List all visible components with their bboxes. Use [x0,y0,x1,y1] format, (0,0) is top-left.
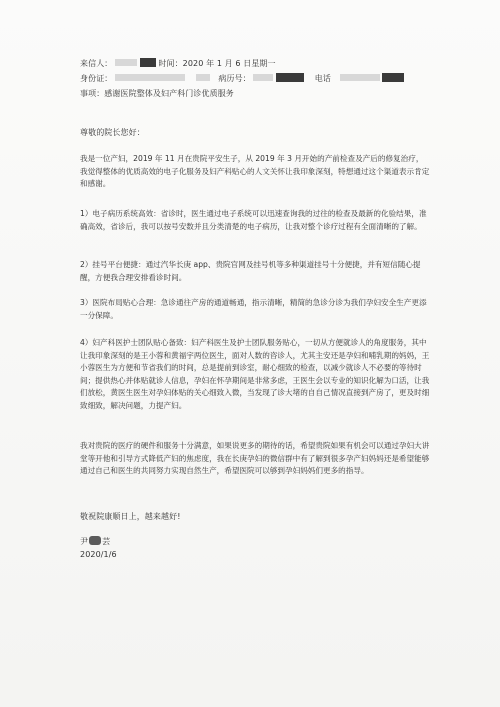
redacted-name-blur [115,59,137,66]
point-1-paragraph [80,208,430,233]
intro-paragraph [80,153,430,191]
phone-label: 电话 [314,74,331,83]
redacted-signature [89,536,101,545]
redacted-phone [382,73,404,82]
point-2-text: 2）挂号平台便捷：通过汽华长庚 app、贵院官网及挂号机等多种渠道挂号十分便捷，并有短信随心提醒，方便我合理安排看诊时间。 [80,260,421,282]
greeting: 尊敬的院长您好： [80,128,145,137]
signature-date: 2020/1/6 [80,550,117,559]
from-line [80,58,276,69]
point-2-paragraph [80,259,430,284]
point-4-paragraph [80,337,430,412]
redacted-record [276,73,304,82]
from-label: 来信人： [80,59,113,68]
closing-paragraph [80,440,430,478]
point-4-text: 4）妇产科医护士团队贴心备致：妇产科医生及护士团队服务贴心，一切从方便就诊人的角度服务，其中让我印象深刻的是王小蓉和黄福宇两位医生，面对人数的咨诊人，尤其主安还是孕妇和哺乳期的妈妈，王小蓉医生为方便和节省我们的时间，总是提前到诊室，耐心细致的检查，以减少就诊人不必要的等待时间；提供热心并体贴就诊人信息，孕妇在怀孕期间是非常多虑，王医生会以专业的知识化解为口活，让我们放松，黄医生医生对孕妇体贴的关心细致入微，当发现了诊大堵的自自己情况直接到产房了，更及时细致细致，解决问题，力提产妇。 [80,338,430,410]
redacted-phone-blur [340,74,380,81]
redacted-name [140,58,156,67]
time-label: 时间：2020 年 1 月 6 日星期一 [158,59,276,68]
subject-line: 事项：感谢医院整体及妇产科门诊优质服务 [80,89,234,98]
record-label: 病历号： [218,74,251,83]
redacted-record-blur [253,74,273,81]
closing-salutation: 敬祝院康顺日上，越来越好! [80,512,181,521]
closing-paragraph-text: 我对贵院的医疗的硬件和服务十分满意，如果说更多的期待的话，希望贵院如果有机会可以通过孕妇大讲堂等开他和引导方式降低产妇的焦虑度，我在长庚孕妇的微信群中有了解到很多孕产妇妈妈还是希望能够通过自己和医生的共同努力实现自然生产，希望医院可以够到孕妇妈妈们更多的指导。 [80,441,430,475]
point-3-text: 3）医院布局贴心合理：急诊通往产房的通道畅通，指示清晰，精简的急诊分诊为我们孕妇安全生产更添一分保障。 [80,298,427,320]
redacted-id-2 [196,74,210,81]
point-1-text: 1）电子病历系统高效：省诊时，医生通过电子系统可以迅速查询我的过往的检查及最新的化验结果，准确高效，省诊后，我可以按号安数并且分类清楚的电子病历，让我对整个诊疗过程有全面清晰的了解。 [80,209,427,231]
id-label: 身份证： [80,74,113,83]
redacted-id [115,74,185,81]
point-3-paragraph [80,297,430,322]
id-line [80,73,404,84]
signature-char: 芸 [102,537,111,546]
intro-text: 我是一位产妇，2019 年 11 月在贵院平安生子，从 2019 年 3 月开始的产前检查及产后的修复治疗，我觉得整体的优质高效的电子化服务及妇产科贴心的人文关怀让我印象深刻，特想通过这个渠道表示肯定和感谢。 [80,154,430,188]
signature-line [80,536,110,547]
signature-prefix: 尹 [80,537,89,546]
